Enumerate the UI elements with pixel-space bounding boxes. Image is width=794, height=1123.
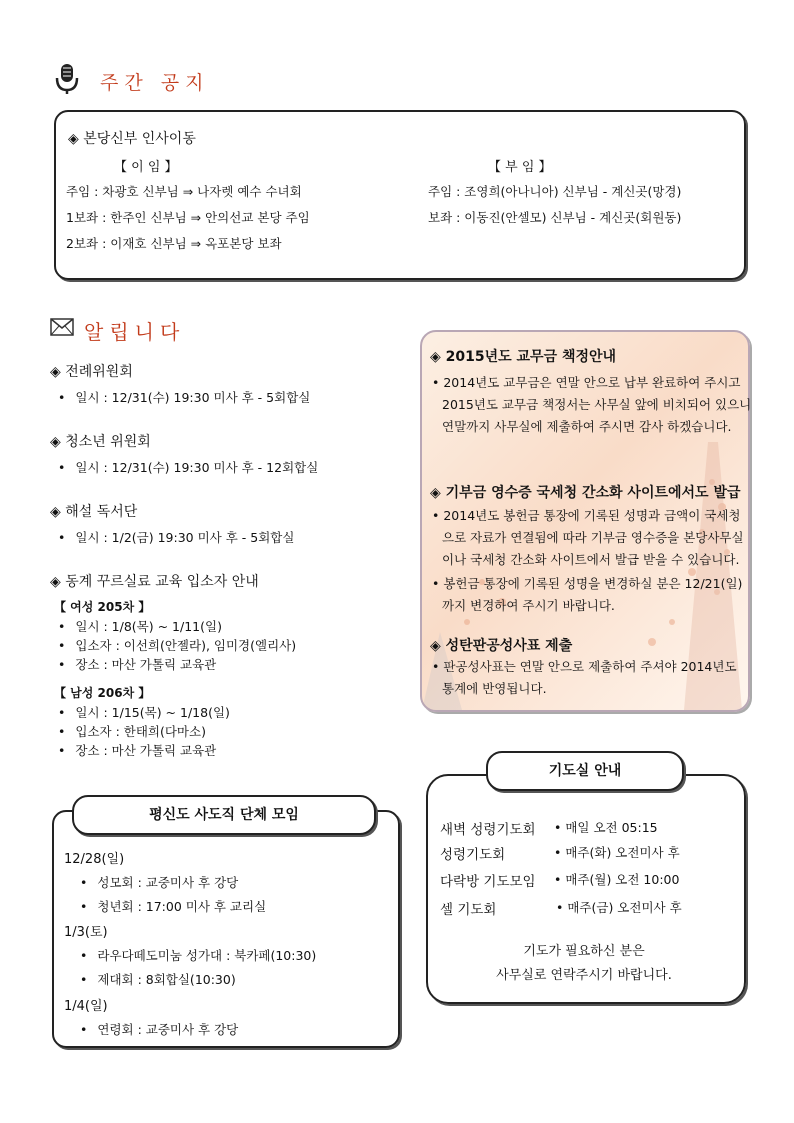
meeting-item: • 성모회 : 교중미사 후 강당 bbox=[80, 873, 238, 891]
cursillo-group-label: 【 여성 205차 】 bbox=[54, 600, 151, 614]
cursillo-line: • 장소 : 마산 가톨릭 교육관 bbox=[58, 741, 216, 759]
notice-heading: ◈ 본당신부 인사이동 bbox=[68, 131, 196, 147]
cursillo-heading: ◈ 동계 꾸르실료 교육 입소자 안내 bbox=[50, 574, 259, 590]
prayer-group-name: 새벽 성령기도회 bbox=[440, 822, 536, 838]
cursillo-line: • 입소자 : 이선희(안젤라), 임미경(엘리사) bbox=[58, 636, 296, 654]
reader-group-line: • 일시 : 1/2(금) 19:30 미사 후 - 5회합실 bbox=[58, 528, 294, 546]
arrival-line: 주임 : 조영희(아나니아) 신부님 - 계신곳(망경) bbox=[428, 184, 682, 199]
departure-line: 주임 : 차광호 신부님 ⇒ 나자렛 예수 수녀회 bbox=[66, 184, 302, 199]
announcements-title: 알립니다 bbox=[84, 320, 186, 344]
group-meetings-title: 평신도 사도직 단체 모임 bbox=[72, 795, 376, 835]
meeting-item: • 제대회 : 8회합실(10:30) bbox=[80, 970, 236, 988]
bullet: • bbox=[432, 508, 444, 523]
confession-card-heading: ◈ 성탄판공성사표 제출 bbox=[430, 638, 573, 654]
arrival-line: 보좌 : 이동진(안셀모) 신부님 - 계신곳(회원동) bbox=[428, 210, 682, 225]
reader-group-heading: ◈ 해설 독서단 bbox=[50, 504, 138, 520]
prayer-room-title: 기도실 안내 bbox=[486, 751, 684, 791]
prayer-group-name: 다락방 기도모임 bbox=[440, 874, 536, 890]
prayer-group-time: • 매주(금) 오전미사 후 bbox=[556, 900, 682, 915]
cursillo-group-label: 【 남성 206차 】 bbox=[54, 686, 151, 700]
tithe-heading: ◈ 2015년도 교무금 책정안내 bbox=[430, 349, 617, 365]
meeting-item: • 청년회 : 17:00 미사 후 교리실 bbox=[80, 897, 266, 915]
youth-committee-heading: ◈ 청소년 위원회 bbox=[50, 434, 151, 450]
meeting-date: 1/4(일) bbox=[64, 999, 108, 1014]
meeting-item: • 연령회 : 교중미사 후 강당 bbox=[80, 1020, 238, 1038]
prayer-group-name: 성령기도회 bbox=[440, 847, 506, 863]
departure-header: 【 이 임 】 bbox=[114, 160, 178, 175]
bullet: • bbox=[432, 375, 444, 390]
bullet: • bbox=[432, 576, 444, 591]
liturgy-committee-heading: ◈ 전례위원회 bbox=[50, 364, 133, 380]
meeting-item: • 라우다떼도미눔 성가대 : 북카페(10:30) bbox=[80, 946, 316, 964]
prayer-room-footer-line: 사무실로 연락주시기 바랍니다. bbox=[496, 968, 672, 983]
departure-line: 1보좌 : 한주인 신부님 ⇒ 안의선교 본당 주임 bbox=[66, 210, 310, 225]
cursillo-line: • 입소자 : 한태희(다마소) bbox=[58, 722, 206, 740]
envelope-icon bbox=[50, 318, 74, 336]
microphone-icon bbox=[52, 62, 82, 96]
donation-receipt-text: • 2014년도 봉헌금 통장에 기록된 성명과 금액이 국세청으로 자료가 연결됨에 따라 기부금 영수증을 본당사무실이나 국세청 간소화 사이트에서 발급 받을 수 있습니다. bbox=[432, 508, 744, 567]
prayer-room-footer-line: 기도가 필요하신 분은 bbox=[523, 944, 645, 959]
tithe-text: • 2014년도 교무금은 연말 안으로 납부 완료하여 주시고 2015년도 교무금 책정서는 사무실 앞에 비치되어 있으니 연말까지 사무실에 제출하여 주시면 감사 하겠습니다. bbox=[432, 375, 752, 434]
meeting-date: 1/3(토) bbox=[64, 925, 108, 940]
youth-committee-line: • 일시 : 12/31(수) 19:30 미사 후 - 12회합실 bbox=[58, 458, 318, 476]
donation-receipt-heading: ◈ 기부금 영수증 국세청 간소화 사이트에서도 발급 bbox=[430, 485, 741, 501]
cursillo-line: • 일시 : 1/8(목) ~ 1/11(일) bbox=[58, 617, 222, 635]
arrival-header: 【 부 임 】 bbox=[488, 160, 552, 175]
cursillo-line: • 장소 : 마산 가톨릭 교육관 bbox=[58, 655, 216, 673]
departure-line: 2보좌 : 이재호 신부님 ⇒ 옥포본당 보좌 bbox=[66, 236, 282, 251]
prayer-room-footer bbox=[426, 940, 742, 988]
liturgy-committee-line: • 일시 : 12/31(수) 19:30 미사 후 - 5회합실 bbox=[58, 388, 310, 406]
confession-card-text: • 판공성사표는 연말 안으로 제출하여 주셔야 2014년도 통계에 반영됩니다. bbox=[432, 659, 737, 696]
meeting-date: 12/28(일) bbox=[64, 852, 125, 867]
weekly-notice-title: 주간 공지 bbox=[100, 72, 210, 94]
prayer-group-time: • 매일 오전 05:15 bbox=[554, 820, 658, 835]
prayer-group-time: • 매주(월) 오전 10:00 bbox=[554, 872, 680, 887]
bullet: • bbox=[432, 659, 444, 674]
prayer-group-name: 셀 기도회 bbox=[440, 902, 497, 918]
donation-receipt-text: • 봉헌금 통장에 기록된 성명을 변경하실 분은 12/21(일)까지 변경하여 주시기 바랍니다. bbox=[432, 576, 743, 613]
prayer-group-time: • 매주(화) 오전미사 후 bbox=[554, 845, 680, 860]
cursillo-line: • 일시 : 1/15(목) ~ 1/18(일) bbox=[58, 703, 230, 721]
